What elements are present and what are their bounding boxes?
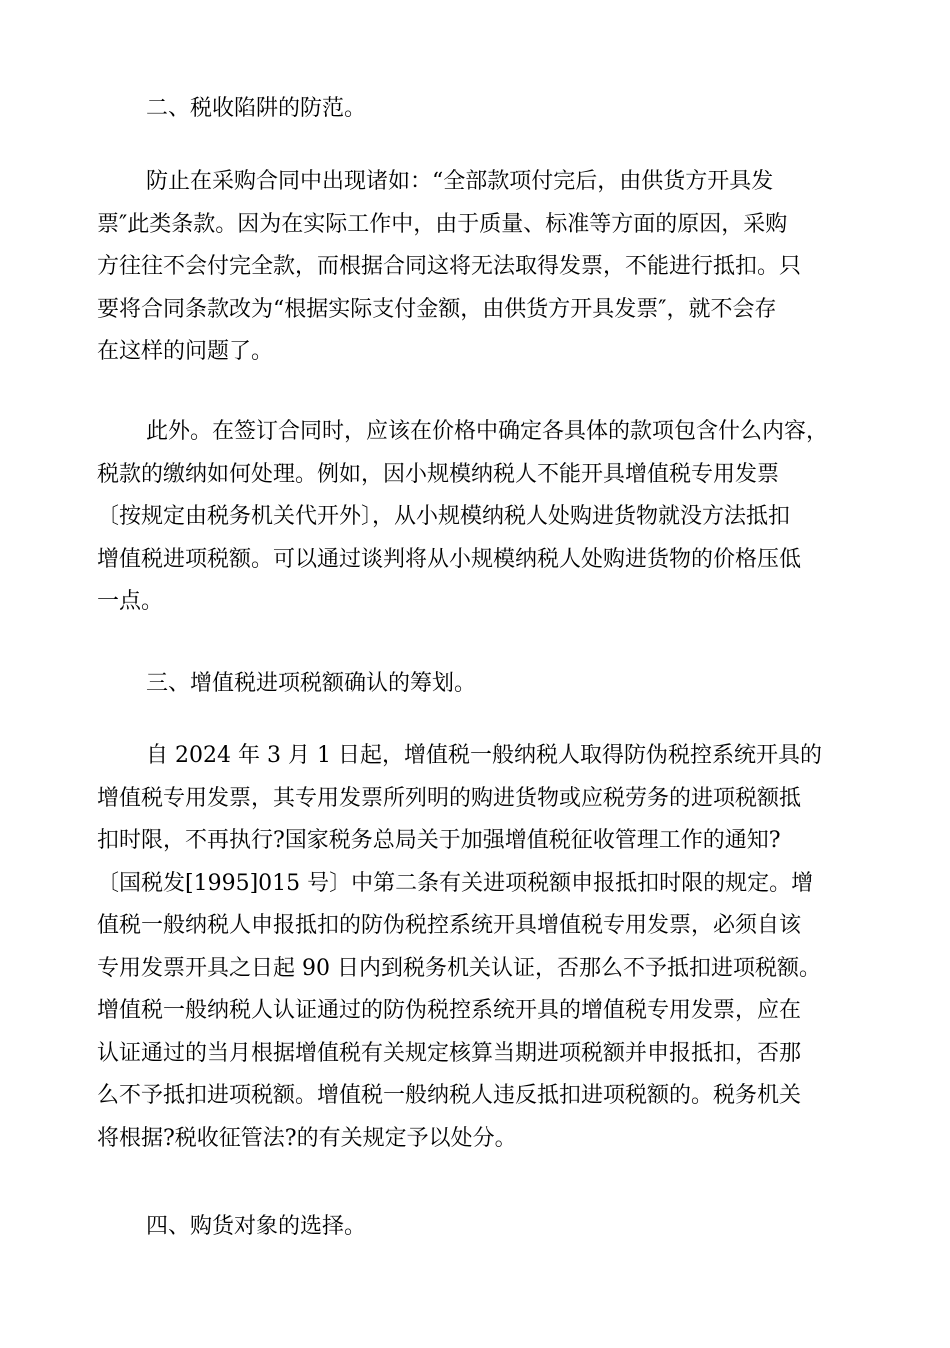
- paragraph-line: 专用发票开具之日起 90 日内到税务机关认证，否那么不予抵扣进项税额。: [97, 955, 821, 981]
- paragraph-line: 增值税一般纳税人认证通过的防伪税控系统开具的增值税专用发票，应在: [97, 998, 802, 1023]
- paragraph-line: 么不予抵扣进项税额。增值税一般纳税人违反抵扣进项税额的。税务机关: [97, 1083, 802, 1108]
- paragraph-line: 将根据?税收征管法?的有关规定予以处分。: [97, 1125, 517, 1151]
- paragraph-line: 要将合同条款改为“根据实际支付金额，由供货方开具发票″，就不会存: [97, 296, 777, 322]
- paragraph-line: 增值税专用发票，其专用发票所列明的购进货物或应税劳务的进项税额抵: [97, 785, 802, 811]
- paragraph-line: 认证通过的当月根据增值税有关规定核算当期进项税额并申报抵扣，否那: [97, 1040, 802, 1066]
- paragraph-input-tax-rules: [97, 735, 857, 1160]
- paragraph-line: 方往往不会付完全款，而根据合同这将无法取得发票，不能进行抵扣。只: [97, 254, 802, 279]
- section-heading-supplier-choice: 四、购货对象的选择。: [146, 1214, 367, 1239]
- paragraph-line: 此外。在签订合同时，应该在价格中确定各具体的款项包含什么内容，: [146, 419, 829, 444]
- paragraph-line: 防止在采购合同中出现诸如：“全部款项付完后，由供货方开具发: [146, 169, 774, 194]
- paragraph-line: 自 2024 年 3 月 1 日起，增值税一般纳税人取得防伪税控系统开具的: [146, 743, 822, 768]
- paragraph-price-negotiation: [97, 411, 857, 624]
- paragraph-line: 〔国税发[1995]015 号〕中第二条有关进项税额申报抵扣时限的规定。增: [97, 870, 814, 896]
- paragraph-line: 〔按规定由税务机关代开外〕，从小规模纳税人处购进货物就没方法抵扣: [97, 504, 791, 529]
- paragraph-line: 值税一般纳税人申报抵扣的防伪税控系统开具增值税专用发票，必须自该: [97, 913, 802, 938]
- paragraph-line: 增值税进项税额。可以通过谈判将从小规模纳税人处购进货物的价格压低: [97, 546, 802, 572]
- paragraph-contract-clauses: [97, 161, 857, 374]
- section-heading-input-tax: 三、增值税进项税额确认的筹划。: [146, 671, 477, 696]
- paragraph-line: 扣时限，不再执行?国家税务总局关于加强增值税征收管理工作的通知?: [97, 828, 781, 853]
- paragraph-line: 在这样的问题了。: [97, 339, 274, 364]
- section-heading-tax-traps: 二、税收陷阱的防范。: [146, 96, 367, 121]
- paragraph-line: 税款的缴纳如何处理。例如，因小规模纳税人不能开具增值税专用发票: [97, 461, 780, 487]
- paragraph-line: 票″此类条款。因为在实际工作中，由于质量、标准等方面的原因，采购: [97, 211, 788, 237]
- paragraph-line: 一点。: [97, 589, 164, 614]
